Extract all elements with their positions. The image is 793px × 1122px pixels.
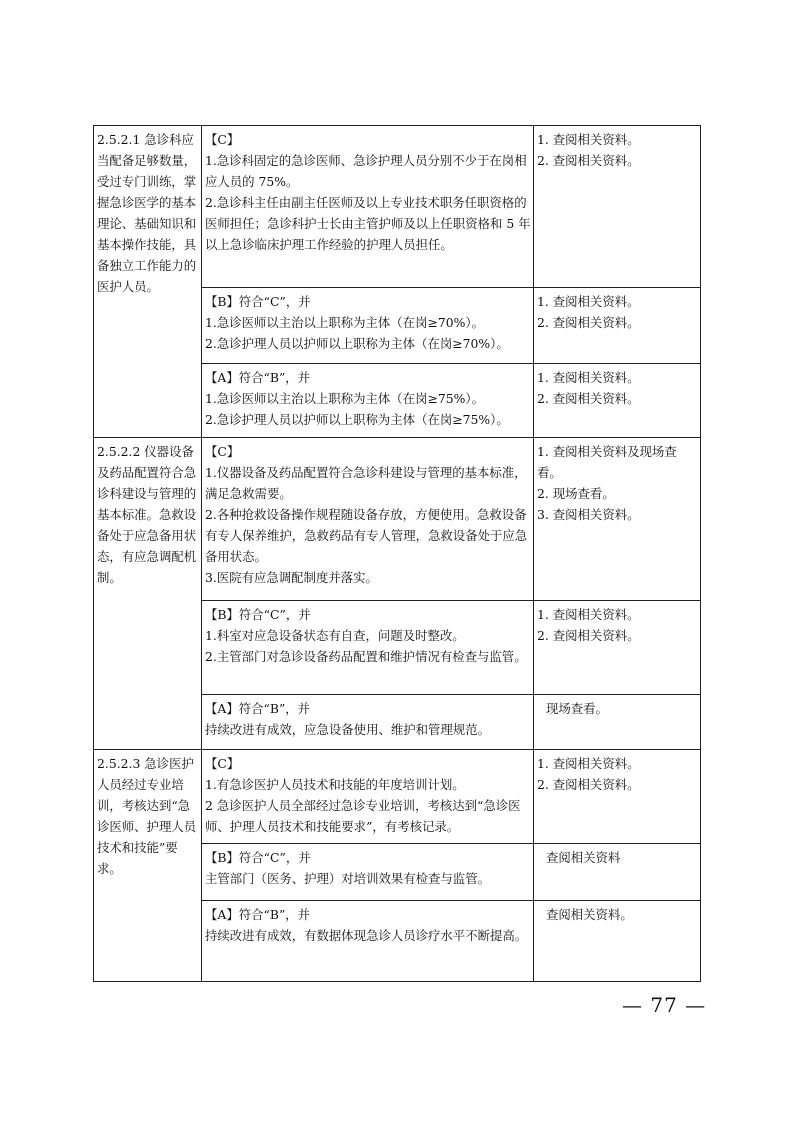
grade-header: 【B】符合“C”，并 [205, 607, 311, 622]
method-line: 1. 查阅相关资料。 [537, 756, 640, 771]
method-line: 2. 查阅相关资料。 [537, 153, 640, 168]
standard-item-cell [94, 126, 202, 438]
method-cell [534, 844, 701, 901]
method-cell [534, 364, 701, 438]
criteria-line: 1.有急诊医护人员技术和技能的年度培训计划。 [205, 777, 465, 792]
grade-header: 【C】 [205, 444, 240, 459]
criteria-line: 2.各种抢救设备操作规程随设备存放，方便使用。急救设备有专人保养维护，急救药品有专人管理，急救设备处于应急备用状态。 [205, 507, 528, 564]
method-line: 查阅相关资料。 [546, 907, 633, 922]
criteria-line: 2.主管部门对急诊设备药品配置和维护情况有检查与监管。 [205, 649, 527, 664]
method-line: 1. 查阅相关资料及现场查看。 [537, 444, 677, 480]
criteria-line: 2.急诊科主任由副主任医师及以上专业技术职务任职资格的医师担任；急诊科护士长由主管护师及以上任职资格和 5 年以上急诊临床护理工作经验的护理人员担任。 [205, 195, 531, 252]
method-line: 2. 查阅相关资料。 [537, 628, 640, 643]
standard-item-title: 2.5.2.2 仪器设备及药品配置符合急诊科建设与管理的基本标准。急救设备处于应急备用状态，有应急调配机制。 [97, 444, 197, 585]
criteria-cell [202, 288, 534, 364]
standard-row [94, 750, 701, 844]
grade-header: 【C】 [205, 132, 240, 147]
grade-header: 【C】 [205, 756, 240, 771]
method-line: 1. 查阅相关资料。 [537, 294, 640, 309]
standard-item-title: 2.5.2.1 急诊科应当配备足够数量，受过专门训练，掌握急诊医学的基本理论、基础知识和基本操作技能，具备独立工作能力的医护人员。 [97, 132, 197, 294]
method-cell [534, 901, 701, 982]
grade-header: 【A】符合“B”，并 [205, 907, 311, 922]
criteria-line: 持续改进有成效，有数据体现急诊人员诊疗水平不断提高。 [205, 928, 528, 943]
standard-item-title: 2.5.2.3 急诊医护人员经过专业培训，考核达到“急诊医师、护理人员技术和技能”要求。 [97, 756, 197, 876]
method-line: 1. 查阅相关资料。 [537, 607, 640, 622]
method-line: 1. 查阅相关资料。 [537, 132, 640, 147]
method-cell [534, 695, 701, 750]
criteria-line: 1.急诊科固定的急诊医师、急诊护理人员分别不少于在岗相应人员的 75%。 [205, 153, 527, 189]
criteria-cell [202, 844, 534, 901]
criteria-cell [202, 126, 534, 288]
method-line: 现场查看。 [546, 701, 608, 716]
method-line: 1. 查阅相关资料。 [537, 370, 640, 385]
criteria-line: 1.仪器设备及药品配置符合急诊科建设与管理的基本标准，满足急救需要。 [205, 465, 527, 501]
standard-item-cell [94, 750, 202, 982]
standard-item-cell [94, 438, 202, 750]
method-cell [534, 126, 701, 288]
criteria-line: 主管部门（医务、护理）对培训效果有检查与监管。 [205, 871, 490, 886]
criteria-cell [202, 901, 534, 982]
page-number: — 77 — [622, 993, 707, 1017]
criteria-cell [202, 601, 534, 695]
method-line: 2. 现场查看。 [537, 486, 615, 501]
method-cell [534, 601, 701, 695]
criteria-line: 1.科室对应急设备状态有自查，问题及时整改。 [205, 628, 465, 643]
criteria-line: 1.急诊医师以主治以上职称为主体（在岗≥75%）。 [205, 391, 484, 406]
criteria-cell [202, 695, 534, 750]
criteria-line: 2.急诊护理人员以护师以上职称为主体（在岗≥75%）。 [205, 412, 509, 427]
method-cell [534, 438, 701, 601]
criteria-line: 1.急诊医师以主治以上职称为主体（在岗≥70%）。 [205, 315, 484, 330]
criteria-cell [202, 438, 534, 601]
method-line: 2. 查阅相关资料。 [537, 391, 640, 406]
method-line: 3. 查阅相关资料。 [537, 507, 640, 522]
standard-row [94, 438, 701, 601]
standards-table [93, 125, 701, 982]
criteria-line: 2 急诊医护人员全部经过急诊专业培训，考核达到“急诊医师、护理人员技术和技能要求”，有考核记录。 [205, 798, 521, 834]
method-cell [534, 288, 701, 364]
grade-header: 【A】符合“B”，并 [205, 701, 311, 716]
criteria-line: 2.急诊护理人员以护师以上职称为主体（在岗≥70%）。 [205, 336, 509, 351]
criteria-cell [202, 364, 534, 438]
grade-header: 【B】符合“C”，并 [205, 294, 311, 309]
criteria-line: 3.医院有应急调配制度并落实。 [205, 570, 378, 585]
method-line: 查阅相关资料 [546, 850, 621, 865]
method-line: 2. 查阅相关资料。 [537, 777, 640, 792]
grade-header: 【A】符合“B”，并 [205, 370, 311, 385]
grade-header: 【B】符合“C”，并 [205, 850, 311, 865]
method-cell [534, 750, 701, 844]
criteria-cell [202, 750, 534, 844]
method-line: 2. 查阅相关资料。 [537, 315, 640, 330]
standard-row [94, 126, 701, 288]
criteria-line: 持续改进有成效，应急设备使用、维护和管理规范。 [205, 722, 490, 737]
